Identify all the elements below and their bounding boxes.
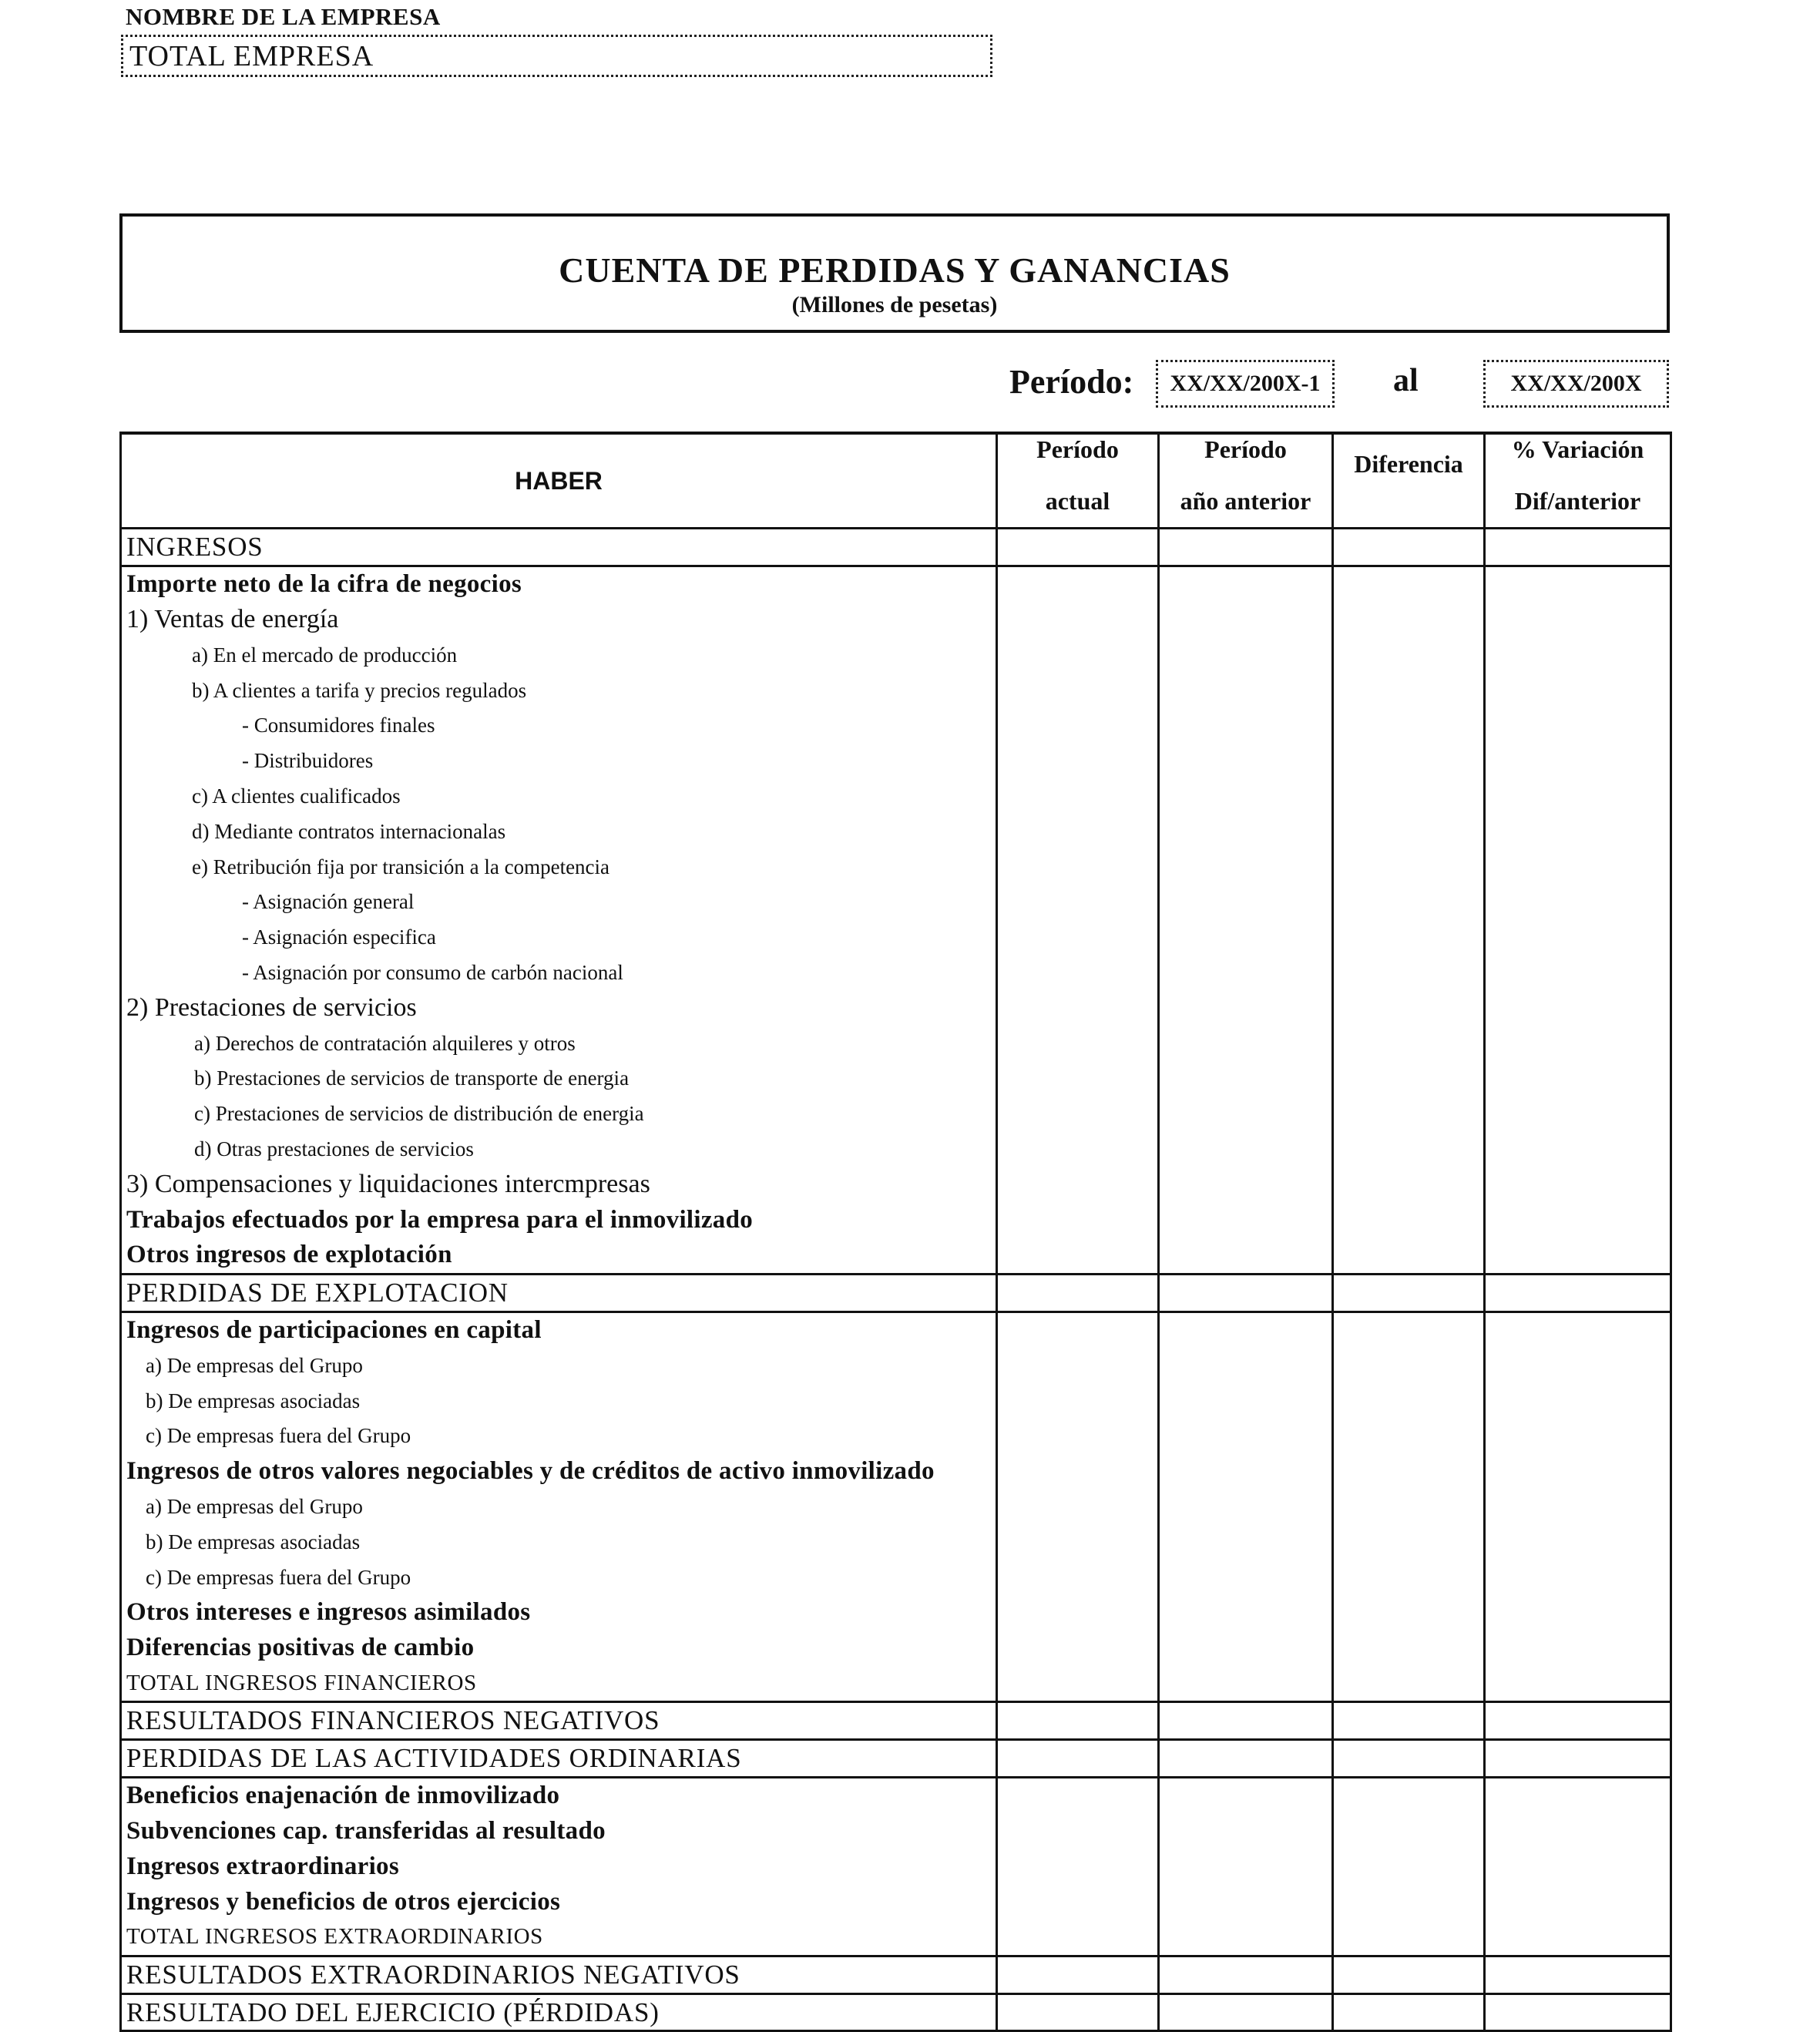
value-previous-cell[interactable] — [1159, 708, 1333, 744]
value-previous-cell[interactable] — [1159, 1560, 1333, 1595]
value-current-cell[interactable] — [997, 1454, 1159, 1490]
value-previous-cell[interactable] — [1159, 744, 1333, 779]
value-previous-cell[interactable] — [1159, 1454, 1333, 1490]
value-current-cell[interactable] — [997, 1666, 1159, 1702]
table-row — [121, 673, 1671, 708]
column-header-line2: actual — [1045, 487, 1110, 515]
variation-cell[interactable] — [1485, 529, 1671, 566]
value-previous-cell[interactable] — [1159, 1702, 1333, 1740]
table-row — [121, 1884, 1671, 1919]
value-previous-cell[interactable] — [1159, 849, 1333, 885]
row-label: Ingresos y beneficios de otros ejercicios — [121, 1884, 997, 1919]
difference-cell[interactable] — [1333, 603, 1485, 638]
table-row — [121, 708, 1671, 744]
table-row — [121, 1595, 1671, 1631]
difference-cell[interactable] — [1333, 1348, 1485, 1383]
value-current-cell[interactable] — [997, 1524, 1159, 1560]
value-previous-cell[interactable] — [1159, 1202, 1333, 1238]
row-label: c) Prestaciones de servicios de distribución de energia — [121, 1097, 997, 1132]
variation-cell[interactable] — [1485, 1595, 1671, 1631]
table-row — [121, 1777, 1671, 1813]
table-row — [121, 1097, 1671, 1132]
value-current-cell[interactable] — [997, 1849, 1159, 1884]
value-previous-cell[interactable] — [1159, 920, 1333, 956]
variation-cell[interactable] — [1485, 1167, 1671, 1202]
difference-cell[interactable] — [1333, 990, 1485, 1026]
row-label: d) Otras prestaciones de servicios — [121, 1132, 997, 1167]
row-label: a) Derechos de contratación alquileres y otros — [121, 1026, 997, 1061]
row-label: TOTAL INGRESOS EXTRAORDINARIOS — [121, 1919, 997, 1956]
value-previous-cell[interactable] — [1159, 814, 1333, 849]
value-current-cell[interactable] — [997, 920, 1159, 956]
row-label: Otros ingresos de explotación — [121, 1238, 997, 1274]
value-current-cell[interactable] — [997, 1097, 1159, 1132]
variation-cell[interactable] — [1485, 990, 1671, 1026]
value-current-cell[interactable] — [997, 529, 1159, 566]
table-row — [121, 1814, 1671, 1849]
variation-cell[interactable] — [1485, 1849, 1671, 1884]
difference-cell[interactable] — [1333, 1274, 1485, 1312]
value-previous-cell[interactable] — [1159, 1238, 1333, 1274]
value-current-cell[interactable] — [997, 603, 1159, 638]
row-label: - Distribuidores — [121, 744, 997, 779]
value-current-cell[interactable] — [997, 1956, 1159, 1993]
variation-cell[interactable] — [1485, 1202, 1671, 1238]
value-previous-cell[interactable] — [1159, 1777, 1333, 1813]
value-previous-cell[interactable] — [1159, 529, 1333, 566]
table-row — [121, 1202, 1671, 1238]
value-current-cell[interactable] — [997, 1274, 1159, 1312]
variation-cell[interactable] — [1485, 1814, 1671, 1849]
variation-cell[interactable] — [1485, 1419, 1671, 1454]
difference-cell[interactable] — [1333, 1919, 1485, 1956]
variation-cell[interactable] — [1485, 779, 1671, 814]
value-current-cell[interactable] — [997, 1132, 1159, 1167]
period-from-field[interactable]: XX/XX/200X-1 — [1156, 360, 1335, 408]
difference-cell[interactable] — [1333, 744, 1485, 779]
report-title: CUENTA DE PERDIDAS Y GANANCIAS — [559, 250, 1231, 290]
table-row — [121, 1238, 1671, 1274]
variation-cell[interactable] — [1485, 1238, 1671, 1274]
row-label: b) Prestaciones de servicios de transporte de energia — [121, 1061, 997, 1097]
difference-cell[interactable] — [1333, 1666, 1485, 1702]
table-row — [121, 920, 1671, 956]
variation-cell[interactable] — [1485, 1956, 1671, 1993]
table-row — [121, 529, 1671, 566]
value-previous-cell[interactable] — [1159, 1274, 1333, 1312]
row-label: 3) Compensaciones y liquidaciones intercmpresas — [121, 1167, 997, 1202]
variation-cell[interactable] — [1485, 1702, 1671, 1740]
row-label: Importe neto de la cifra de negocios — [121, 566, 997, 602]
difference-cell[interactable] — [1333, 708, 1485, 744]
column-header-line2: Dif/anterior — [1514, 487, 1641, 515]
table-row — [121, 637, 1671, 673]
table-row — [121, 1993, 1671, 2031]
variation-cell[interactable] — [1485, 1884, 1671, 1919]
difference-cell[interactable] — [1333, 1383, 1485, 1419]
value-previous-cell[interactable] — [1159, 1993, 1333, 2031]
value-previous-cell[interactable] — [1159, 1814, 1333, 1849]
value-current-cell[interactable] — [997, 1993, 1159, 2031]
difference-cell[interactable] — [1333, 1849, 1485, 1884]
row-label: 2) Prestaciones de servicios — [121, 990, 997, 1026]
variation-cell[interactable] — [1485, 1919, 1671, 1956]
difference-cell[interactable] — [1333, 920, 1485, 956]
value-previous-cell[interactable] — [1159, 990, 1333, 1026]
value-current-cell[interactable] — [997, 1884, 1159, 1919]
row-label: Trabajos efectuados por la empresa para el inmovilizado — [121, 1202, 997, 1238]
variation-cell[interactable] — [1485, 1132, 1671, 1167]
row-label: 1) Ventas de energía — [121, 603, 997, 638]
difference-cell[interactable] — [1333, 1026, 1485, 1061]
difference-cell[interactable] — [1333, 1777, 1485, 1813]
row-label: - Asignación general — [121, 885, 997, 920]
value-current-cell[interactable] — [997, 849, 1159, 885]
value-current-cell[interactable] — [997, 1919, 1159, 1956]
difference-cell[interactable] — [1333, 1814, 1485, 1849]
variation-cell[interactable] — [1485, 708, 1671, 744]
value-previous-cell[interactable] — [1159, 1419, 1333, 1454]
value-previous-cell[interactable] — [1159, 1740, 1333, 1778]
difference-cell[interactable] — [1333, 956, 1485, 991]
period-label: Período: — [1009, 363, 1134, 401]
column-header-line1: Período — [1204, 435, 1287, 463]
difference-cell[interactable] — [1333, 1312, 1485, 1348]
value-previous-cell[interactable] — [1159, 566, 1333, 602]
value-current-cell[interactable] — [997, 990, 1159, 1026]
value-current-cell[interactable] — [997, 637, 1159, 673]
difference-cell[interactable] — [1333, 1560, 1485, 1595]
difference-cell[interactable] — [1333, 1740, 1485, 1778]
value-current-cell[interactable] — [997, 1490, 1159, 1525]
row-label: PERDIDAS DE LAS ACTIVIDADES ORDINARIAS — [121, 1740, 997, 1778]
table-row — [121, 744, 1671, 779]
period-to-field[interactable]: XX/XX/200X — [1483, 360, 1669, 408]
table-row — [121, 1132, 1671, 1167]
row-label: e) Retribución fija por transición a la competencia — [121, 849, 997, 885]
value-previous-cell[interactable] — [1159, 1132, 1333, 1167]
table-row — [121, 1631, 1671, 1666]
table-row — [121, 603, 1671, 638]
row-label: c) A clientes cualificados — [121, 779, 997, 814]
row-label: - Consumidores finales — [121, 708, 997, 744]
table-row — [121, 1740, 1671, 1778]
variation-cell[interactable] — [1485, 637, 1671, 673]
variation-cell[interactable] — [1485, 1490, 1671, 1525]
difference-cell[interactable] — [1333, 1993, 1485, 2031]
value-current-cell[interactable] — [997, 1702, 1159, 1740]
report-subtitle: (Millones de pesetas) — [791, 292, 998, 317]
value-current-cell[interactable] — [997, 1202, 1159, 1238]
variation-cell[interactable] — [1485, 1061, 1671, 1097]
value-current-cell[interactable] — [997, 1167, 1159, 1202]
difference-cell[interactable] — [1333, 1097, 1485, 1132]
row-label: Ingresos de otros valores negociables y de créditos de activo inmovilizado — [121, 1454, 997, 1490]
difference-cell[interactable] — [1333, 1202, 1485, 1238]
row-label: a) En el mercado de producción — [121, 637, 997, 673]
difference-cell[interactable] — [1333, 1167, 1485, 1202]
table-row — [121, 814, 1671, 849]
value-current-cell[interactable] — [997, 1026, 1159, 1061]
row-label: - Asignación especifica — [121, 920, 997, 956]
column-header-line1: % Variación — [1511, 435, 1644, 463]
value-current-cell[interactable] — [997, 814, 1159, 849]
value-previous-cell[interactable] — [1159, 673, 1333, 708]
variation-cell[interactable] — [1485, 1993, 1671, 2031]
difference-cell[interactable] — [1333, 885, 1485, 920]
value-current-cell[interactable] — [997, 779, 1159, 814]
row-label: TOTAL INGRESOS FINANCIEROS — [121, 1666, 997, 1702]
difference-cell[interactable] — [1333, 1524, 1485, 1560]
column-header-variation — [1485, 433, 1671, 529]
variation-cell[interactable] — [1485, 1097, 1671, 1132]
row-label: b) A clientes a tarifa y precios regulados — [121, 673, 997, 708]
variation-cell[interactable] — [1485, 1524, 1671, 1560]
row-label: Diferencias positivas de cambio — [121, 1631, 997, 1666]
difference-cell[interactable] — [1333, 779, 1485, 814]
table-row — [121, 1419, 1671, 1454]
value-current-cell[interactable] — [997, 566, 1159, 602]
report-title-box — [119, 213, 1670, 333]
row-label: Ingresos de participaciones en capital — [121, 1312, 997, 1348]
variation-cell[interactable] — [1485, 1777, 1671, 1813]
variation-cell[interactable] — [1485, 1312, 1671, 1348]
row-label: RESULTADOS FINANCIEROS NEGATIVOS — [121, 1702, 997, 1740]
row-label: Beneficios enajenación de inmovilizado — [121, 1777, 997, 1813]
table-row — [121, 1061, 1671, 1097]
difference-cell[interactable] — [1333, 1702, 1485, 1740]
table-row — [121, 1167, 1671, 1202]
column-header-line2: año anterior — [1180, 487, 1311, 515]
value-current-cell[interactable] — [997, 956, 1159, 991]
value-previous-cell[interactable] — [1159, 1884, 1333, 1919]
row-label: b) De empresas asociadas — [121, 1524, 997, 1560]
value-previous-cell[interactable] — [1159, 1631, 1333, 1666]
row-label: PERDIDAS DE EXPLOTACION — [121, 1274, 997, 1312]
difference-cell[interactable] — [1333, 1061, 1485, 1097]
variation-cell[interactable] — [1485, 849, 1671, 885]
difference-cell[interactable] — [1333, 1490, 1485, 1525]
value-current-cell[interactable] — [997, 744, 1159, 779]
variation-cell[interactable] — [1485, 1274, 1671, 1312]
difference-cell[interactable] — [1333, 1132, 1485, 1167]
table-header-row — [121, 433, 1671, 529]
difference-cell[interactable] — [1333, 1884, 1485, 1919]
variation-cell[interactable] — [1485, 744, 1671, 779]
variation-cell[interactable] — [1485, 1383, 1671, 1419]
value-previous-cell[interactable] — [1159, 1312, 1333, 1348]
value-current-cell[interactable] — [997, 1419, 1159, 1454]
column-header-difference — [1333, 433, 1485, 529]
section-header: HABER — [121, 433, 997, 529]
table-row — [121, 956, 1671, 991]
company-name-field[interactable]: TOTAL EMPRESA — [121, 35, 992, 77]
table-row — [121, 1274, 1671, 1312]
table-row — [121, 1666, 1671, 1702]
difference-cell[interactable] — [1333, 849, 1485, 885]
period-separator: al — [1393, 363, 1419, 398]
income-statement-table — [119, 432, 1672, 2032]
value-previous-cell[interactable] — [1159, 603, 1333, 638]
table-row — [121, 990, 1671, 1026]
row-label: - Asignación por consumo de carbón nacional — [121, 956, 997, 991]
value-current-cell[interactable] — [997, 1777, 1159, 1813]
table-row — [121, 1348, 1671, 1383]
row-label: INGRESOS — [121, 529, 997, 566]
table-row — [121, 1702, 1671, 1740]
value-previous-cell[interactable] — [1159, 1167, 1333, 1202]
column-header-previous — [1159, 433, 1333, 529]
row-label: c) De empresas fuera del Grupo — [121, 1419, 997, 1454]
value-current-cell[interactable] — [997, 1238, 1159, 1274]
value-previous-cell[interactable] — [1159, 1490, 1333, 1525]
difference-cell[interactable] — [1333, 1595, 1485, 1631]
value-previous-cell[interactable] — [1159, 956, 1333, 991]
value-current-cell[interactable] — [997, 1312, 1159, 1348]
variation-cell[interactable] — [1485, 920, 1671, 956]
value-previous-cell[interactable] — [1159, 1097, 1333, 1132]
difference-cell[interactable] — [1333, 1238, 1485, 1274]
difference-cell[interactable] — [1333, 673, 1485, 708]
difference-cell[interactable] — [1333, 1454, 1485, 1490]
table-row — [121, 779, 1671, 814]
variation-cell[interactable] — [1485, 1631, 1671, 1666]
value-previous-cell[interactable] — [1159, 637, 1333, 673]
variation-cell[interactable] — [1485, 814, 1671, 849]
difference-cell[interactable] — [1333, 529, 1485, 566]
variation-cell[interactable] — [1485, 566, 1671, 602]
column-header-line1: Período — [1036, 435, 1119, 463]
difference-cell[interactable] — [1333, 1419, 1485, 1454]
table-row — [121, 1312, 1671, 1348]
row-label: Ingresos extraordinarios — [121, 1849, 997, 1884]
table-row — [121, 1956, 1671, 1993]
row-label: a) De empresas del Grupo — [121, 1348, 997, 1383]
value-previous-cell[interactable] — [1159, 1849, 1333, 1884]
table-row — [121, 1919, 1671, 1956]
variation-cell[interactable] — [1485, 1348, 1671, 1383]
value-current-cell[interactable] — [997, 1560, 1159, 1595]
variation-cell[interactable] — [1485, 885, 1671, 920]
table-row — [121, 1524, 1671, 1560]
value-previous-cell[interactable] — [1159, 885, 1333, 920]
variation-cell[interactable] — [1485, 1026, 1671, 1061]
difference-cell[interactable] — [1333, 566, 1485, 602]
value-current-cell[interactable] — [997, 673, 1159, 708]
difference-cell[interactable] — [1333, 1631, 1485, 1666]
table-row — [121, 566, 1671, 602]
variation-cell[interactable] — [1485, 673, 1671, 708]
variation-cell[interactable] — [1485, 1454, 1671, 1490]
value-previous-cell[interactable] — [1159, 1595, 1333, 1631]
table-row — [121, 1560, 1671, 1595]
value-previous-cell[interactable] — [1159, 1524, 1333, 1560]
value-previous-cell[interactable] — [1159, 1026, 1333, 1061]
value-previous-cell[interactable] — [1159, 1348, 1333, 1383]
value-current-cell[interactable] — [997, 708, 1159, 744]
value-previous-cell[interactable] — [1159, 1956, 1333, 1993]
company-name-label: NOMBRE DE LA EMPRESA — [126, 3, 441, 30]
difference-cell[interactable] — [1333, 637, 1485, 673]
column-header-line1: Diferencia — [1354, 449, 1463, 478]
value-current-cell[interactable] — [997, 1631, 1159, 1666]
row-label: a) De empresas del Grupo — [121, 1490, 997, 1525]
table-row — [121, 885, 1671, 920]
row-label: c) De empresas fuera del Grupo — [121, 1560, 997, 1595]
value-previous-cell[interactable] — [1159, 1383, 1333, 1419]
table-row — [121, 1383, 1671, 1419]
value-previous-cell[interactable] — [1159, 1061, 1333, 1097]
value-previous-cell[interactable] — [1159, 1919, 1333, 1956]
value-previous-cell[interactable] — [1159, 1666, 1333, 1702]
value-current-cell[interactable] — [997, 1061, 1159, 1097]
row-label: RESULTADOS EXTRAORDINARIOS NEGATIVOS — [121, 1956, 997, 1993]
value-current-cell[interactable] — [997, 1595, 1159, 1631]
value-current-cell[interactable] — [997, 1740, 1159, 1778]
row-label: d) Mediante contratos internacionalas — [121, 814, 997, 849]
value-current-cell[interactable] — [997, 1348, 1159, 1383]
difference-cell[interactable] — [1333, 1956, 1485, 1993]
value-current-cell[interactable] — [997, 885, 1159, 920]
table-row — [121, 1849, 1671, 1884]
variation-cell[interactable] — [1485, 956, 1671, 991]
value-current-cell[interactable] — [997, 1383, 1159, 1419]
value-current-cell[interactable] — [997, 1814, 1159, 1849]
variation-cell[interactable] — [1485, 1740, 1671, 1778]
row-label: Subvenciones cap. transferidas al resultado — [121, 1814, 997, 1849]
table-row — [121, 1490, 1671, 1525]
column-header-current — [997, 433, 1159, 529]
variation-cell[interactable] — [1485, 603, 1671, 638]
row-label: Otros intereses e ingresos asimilados — [121, 1595, 997, 1631]
row-label: RESULTADO DEL EJERCICIO (PÉRDIDAS) — [121, 1993, 997, 2031]
table-row — [121, 1026, 1671, 1061]
value-previous-cell[interactable] — [1159, 779, 1333, 814]
variation-cell[interactable] — [1485, 1560, 1671, 1595]
variation-cell[interactable] — [1485, 1666, 1671, 1702]
table-row — [121, 1454, 1671, 1490]
difference-cell[interactable] — [1333, 814, 1485, 849]
row-label: b) De empresas asociadas — [121, 1383, 997, 1419]
table-row — [121, 849, 1671, 885]
